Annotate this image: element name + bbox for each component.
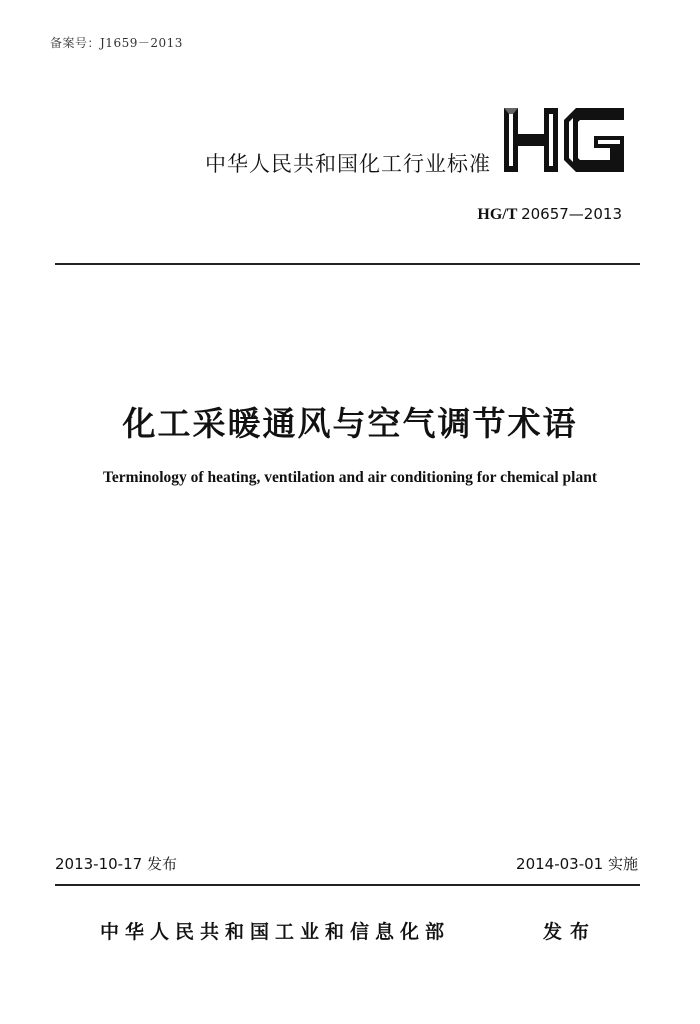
top-divider xyxy=(55,263,640,265)
document-title: 化工采暖通风与空气调节术语 xyxy=(122,404,578,443)
publish-date: 2013-10-17 发布 xyxy=(55,855,177,873)
document-subtitle-english: Terminology of heating, ventilation and air conditioning for chemical plant xyxy=(102,469,598,486)
hg-logo xyxy=(500,106,630,174)
standard-number xyxy=(477,205,622,224)
industry-standard-title: 中华人民共和国化工行业标准 xyxy=(205,152,491,176)
bottom-divider xyxy=(55,884,640,886)
implement-date: 2014-03-01 实施 xyxy=(516,855,638,873)
issue-label: 发布 xyxy=(543,921,598,943)
record-number: 备案号：J1659－2013 xyxy=(50,36,183,50)
issuing-authority: 中华人民共和国工业和信息化部 xyxy=(100,921,451,943)
standard-year-number: 20657—2013 xyxy=(521,205,622,223)
standard-code: HG/T xyxy=(477,206,518,223)
